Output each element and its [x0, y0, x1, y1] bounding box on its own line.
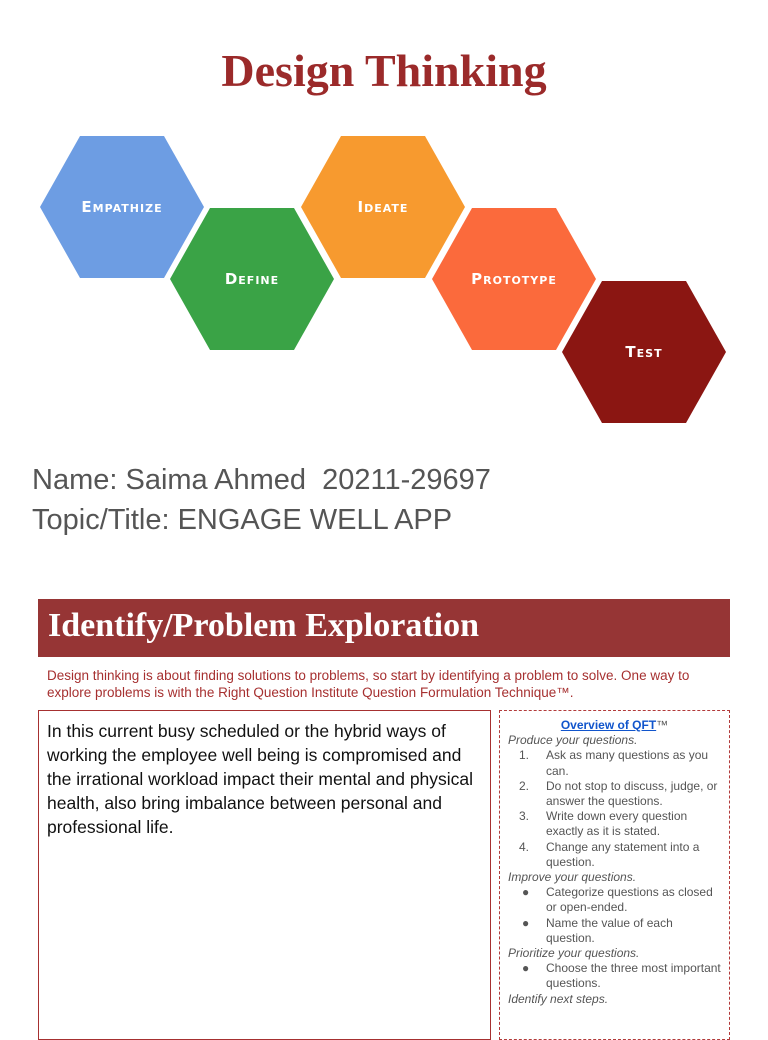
qft-overview-link[interactable]: Overview of QFT — [560, 718, 657, 732]
bullet-icon: ● — [522, 915, 530, 930]
qft-step-improve: Improve your questions. — [508, 870, 637, 885]
qft-list-item: ● Choose the three most important questions. — [522, 961, 721, 991]
hexagon-label-empathize: EMPATHIZE — [81, 198, 163, 216]
qft-heading — [500, 718, 729, 733]
qft-overview-box — [499, 710, 730, 1040]
qft-list-item: 2. Do not stop to discuss, judge, or answer the questions. — [519, 778, 718, 809]
topic-title: Topic/Title: ENGAGE WELL APP — [32, 504, 453, 536]
qft-list-item: 4. Change any statement into a question. — [519, 839, 700, 869]
hexagon-diagram — [0, 0, 768, 440]
qft-list-item: ● Categorize questions as closed or open-ended. — [522, 885, 713, 915]
answer-text: In this current busy scheduled or the hybrid ways of working the employee well being is compromised and the irrational workload impact their mental and physical health, also bring imbalance between personal and professional life. — [47, 721, 474, 837]
qft-list-item: 1. Ask as many questions as you can. — [519, 748, 709, 778]
bullet-icon: ● — [522, 961, 530, 976]
qft-list-item: ● Name the value of each question. — [522, 915, 673, 945]
qft-list-item: 3. Write down every question exactly as it is stated. — [519, 809, 688, 839]
qft-step-produce: Produce your questions. — [508, 733, 638, 748]
page-title: Design Thinking — [221, 45, 547, 96]
section-banner — [38, 599, 730, 657]
hexagon-define — [170, 208, 334, 350]
design-thinking-diagram — [0, 0, 768, 440]
hexagon-empathize — [40, 136, 204, 278]
bullet-icon: ● — [522, 885, 530, 900]
answer-box[interactable] — [38, 710, 491, 1040]
hexagon-label-prototype: PROTOTYPE — [471, 270, 557, 288]
section-heading: Identify/Problem Exploration — [48, 607, 479, 644]
trademark-symbol: ™ — [656, 718, 669, 732]
hexagon-ideate — [301, 136, 465, 278]
hexagon-label-ideate: IDEATE — [357, 198, 409, 216]
hexagon-label-test: TEST — [625, 343, 663, 361]
qft-step-next: Identify next steps. — [508, 991, 609, 1006]
student-name: Name: Saima Ahmed 20211-29697 — [32, 464, 491, 496]
section-intro: Design thinking is about finding solutions to problems, so start by identifying a problem to solve. One way to explore problems is with the Right Question Institute Question Formulation Technique™. — [47, 668, 690, 700]
hexagon-prototype — [432, 208, 596, 350]
hexagon-label-define: DEFINE — [224, 270, 280, 288]
hexagon-test — [562, 281, 726, 423]
qft-step-prioritize: Prioritize your questions. — [508, 946, 640, 961]
